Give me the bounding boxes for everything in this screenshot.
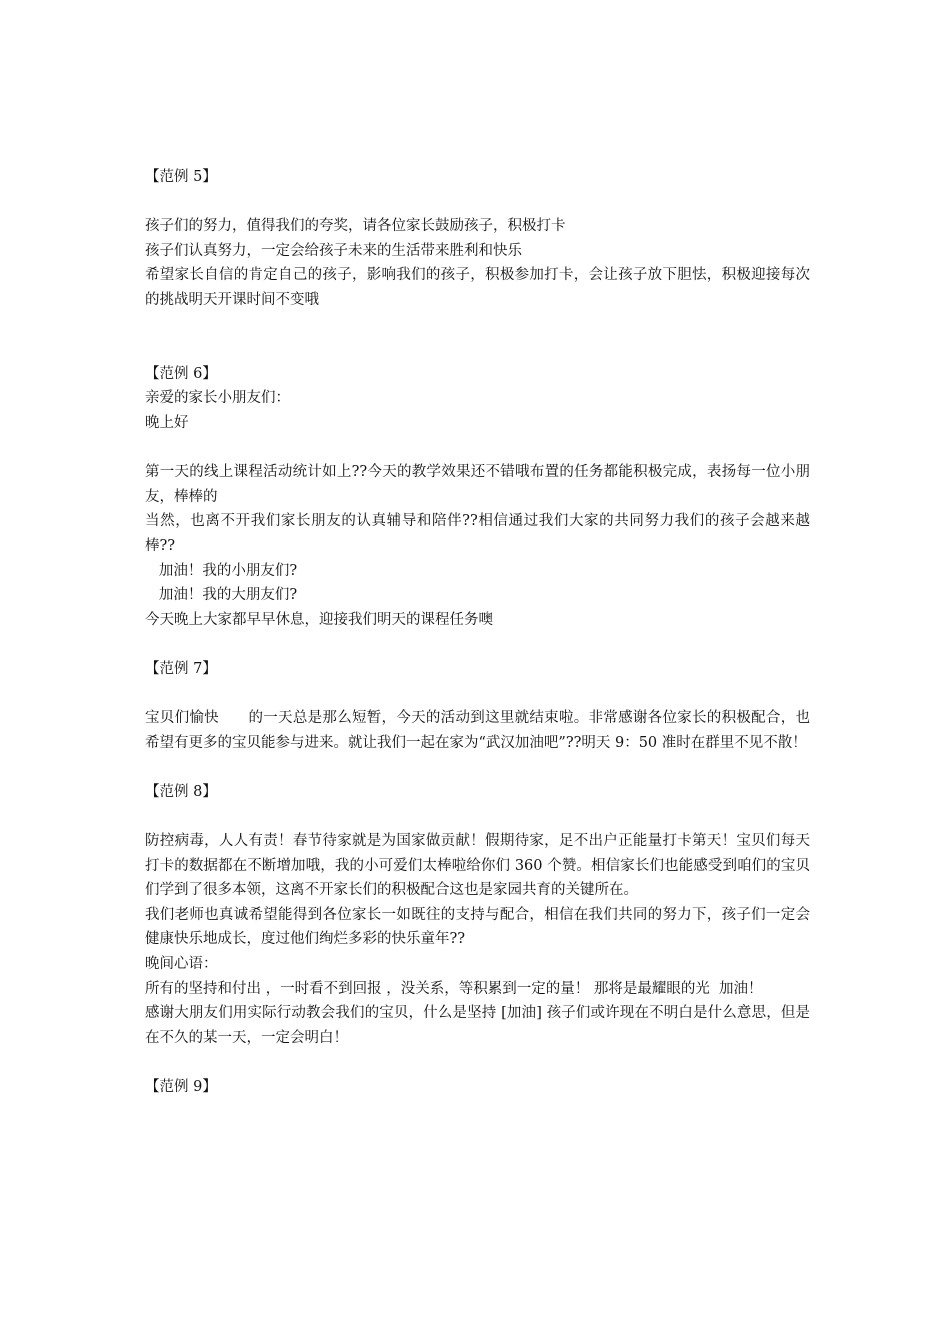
paragraph: 希望家长自信的肯定自己的孩子，影响我们的孩子，积极参加打卡，会让孩子放下胆怯，积极迎接每次的挑战明天开课时间不变哦 [145,267,810,308]
section-heading: 【范例 5】 [145,169,217,185]
section-heading: 【范例 6】 [145,365,217,382]
paragraph: 感谢大朋友们用实际行动教会我们的宝贝，什么是坚持 [加油] 孩子们或许现在不明白是什么意思，但是在不久的某一天，一定会明白！ [145,1005,810,1046]
spacer [145,190,810,215]
paragraph: 我们老师也真诚希望能得到各位家长一如既往的支持与配合，相信在我们共同的努力下，孩子们一定会健康快乐地成长，度过他们绚烂多彩的快乐童年?? [145,906,810,948]
paragraph: 第一天的线上课程活动统计如上??今天的教学效果还不错哦布置的任务都能积极完成，表扬每一位小朋友，棒棒的 [145,464,810,505]
paragraph: 所有的坚持和付出 ，一时看不到回报 ，没关系，等积累到一定的量！ 那将是最耀眼的光 加油！ [145,980,763,997]
paragraph: 今天晚上大家都早早休息，迎接我们明天的课程任务噢 [145,611,493,628]
section-heading: 【范例 7】 [145,660,217,677]
paragraph: 晚上好 [145,414,189,431]
paragraph: 当然，也离不开我们家长朋友的认真辅导和陪伴??相信通过我们大家的共同努力我们的孩子会越来越棒?? [145,513,810,554]
paragraph: 孩子们认真努力，一定会给孩子未来的生活带来胜利和快乐 [145,242,522,259]
section-heading: 【范例 8】 [145,783,217,800]
spacer [145,681,810,706]
paragraph: 加油！我的小朋友们? [145,562,298,579]
paragraph: 晚间心语： [145,956,218,972]
spacer [145,632,810,657]
spacer [145,337,810,362]
spacer [145,755,810,780]
paragraph: 孩子们的努力，值得我们的夸奖，请各位家长鼓励孩子，积极打卡 [145,218,566,235]
document-body [145,165,810,1100]
spacer [145,313,810,338]
paragraph: 加油！我的大朋友们? [145,587,298,604]
paragraph: 宝贝们愉快 的一天总是那么短暂，今天的活动到这里就结束啦。非常感谢各位家长的积极配合，也希望有更多的宝贝能参与进来。就让我们一起在家为“武汉加油吧”??明天 9：50 准时在群里不见不散！ [145,710,810,751]
paragraph: 防控病毒，人人有责！春节待家就是为国家做贡献！假期待家，足不出户正能量打卡第天！宝贝们每天打卡的数据都在不断增加哦，我的小可爱们太棒啦给你们 360 个赞。相信家长们也能感受到咱们的宝贝们学到了很多本领，这离不开家长们的积极配合这也是家园共育的关键所在。 [145,833,810,899]
spacer [145,804,810,829]
spacer [145,1050,810,1075]
paragraph: 亲爱的家长小朋友们： [145,390,290,407]
section-heading: 【范例 9】 [145,1078,217,1095]
paragraph [145,436,810,461]
